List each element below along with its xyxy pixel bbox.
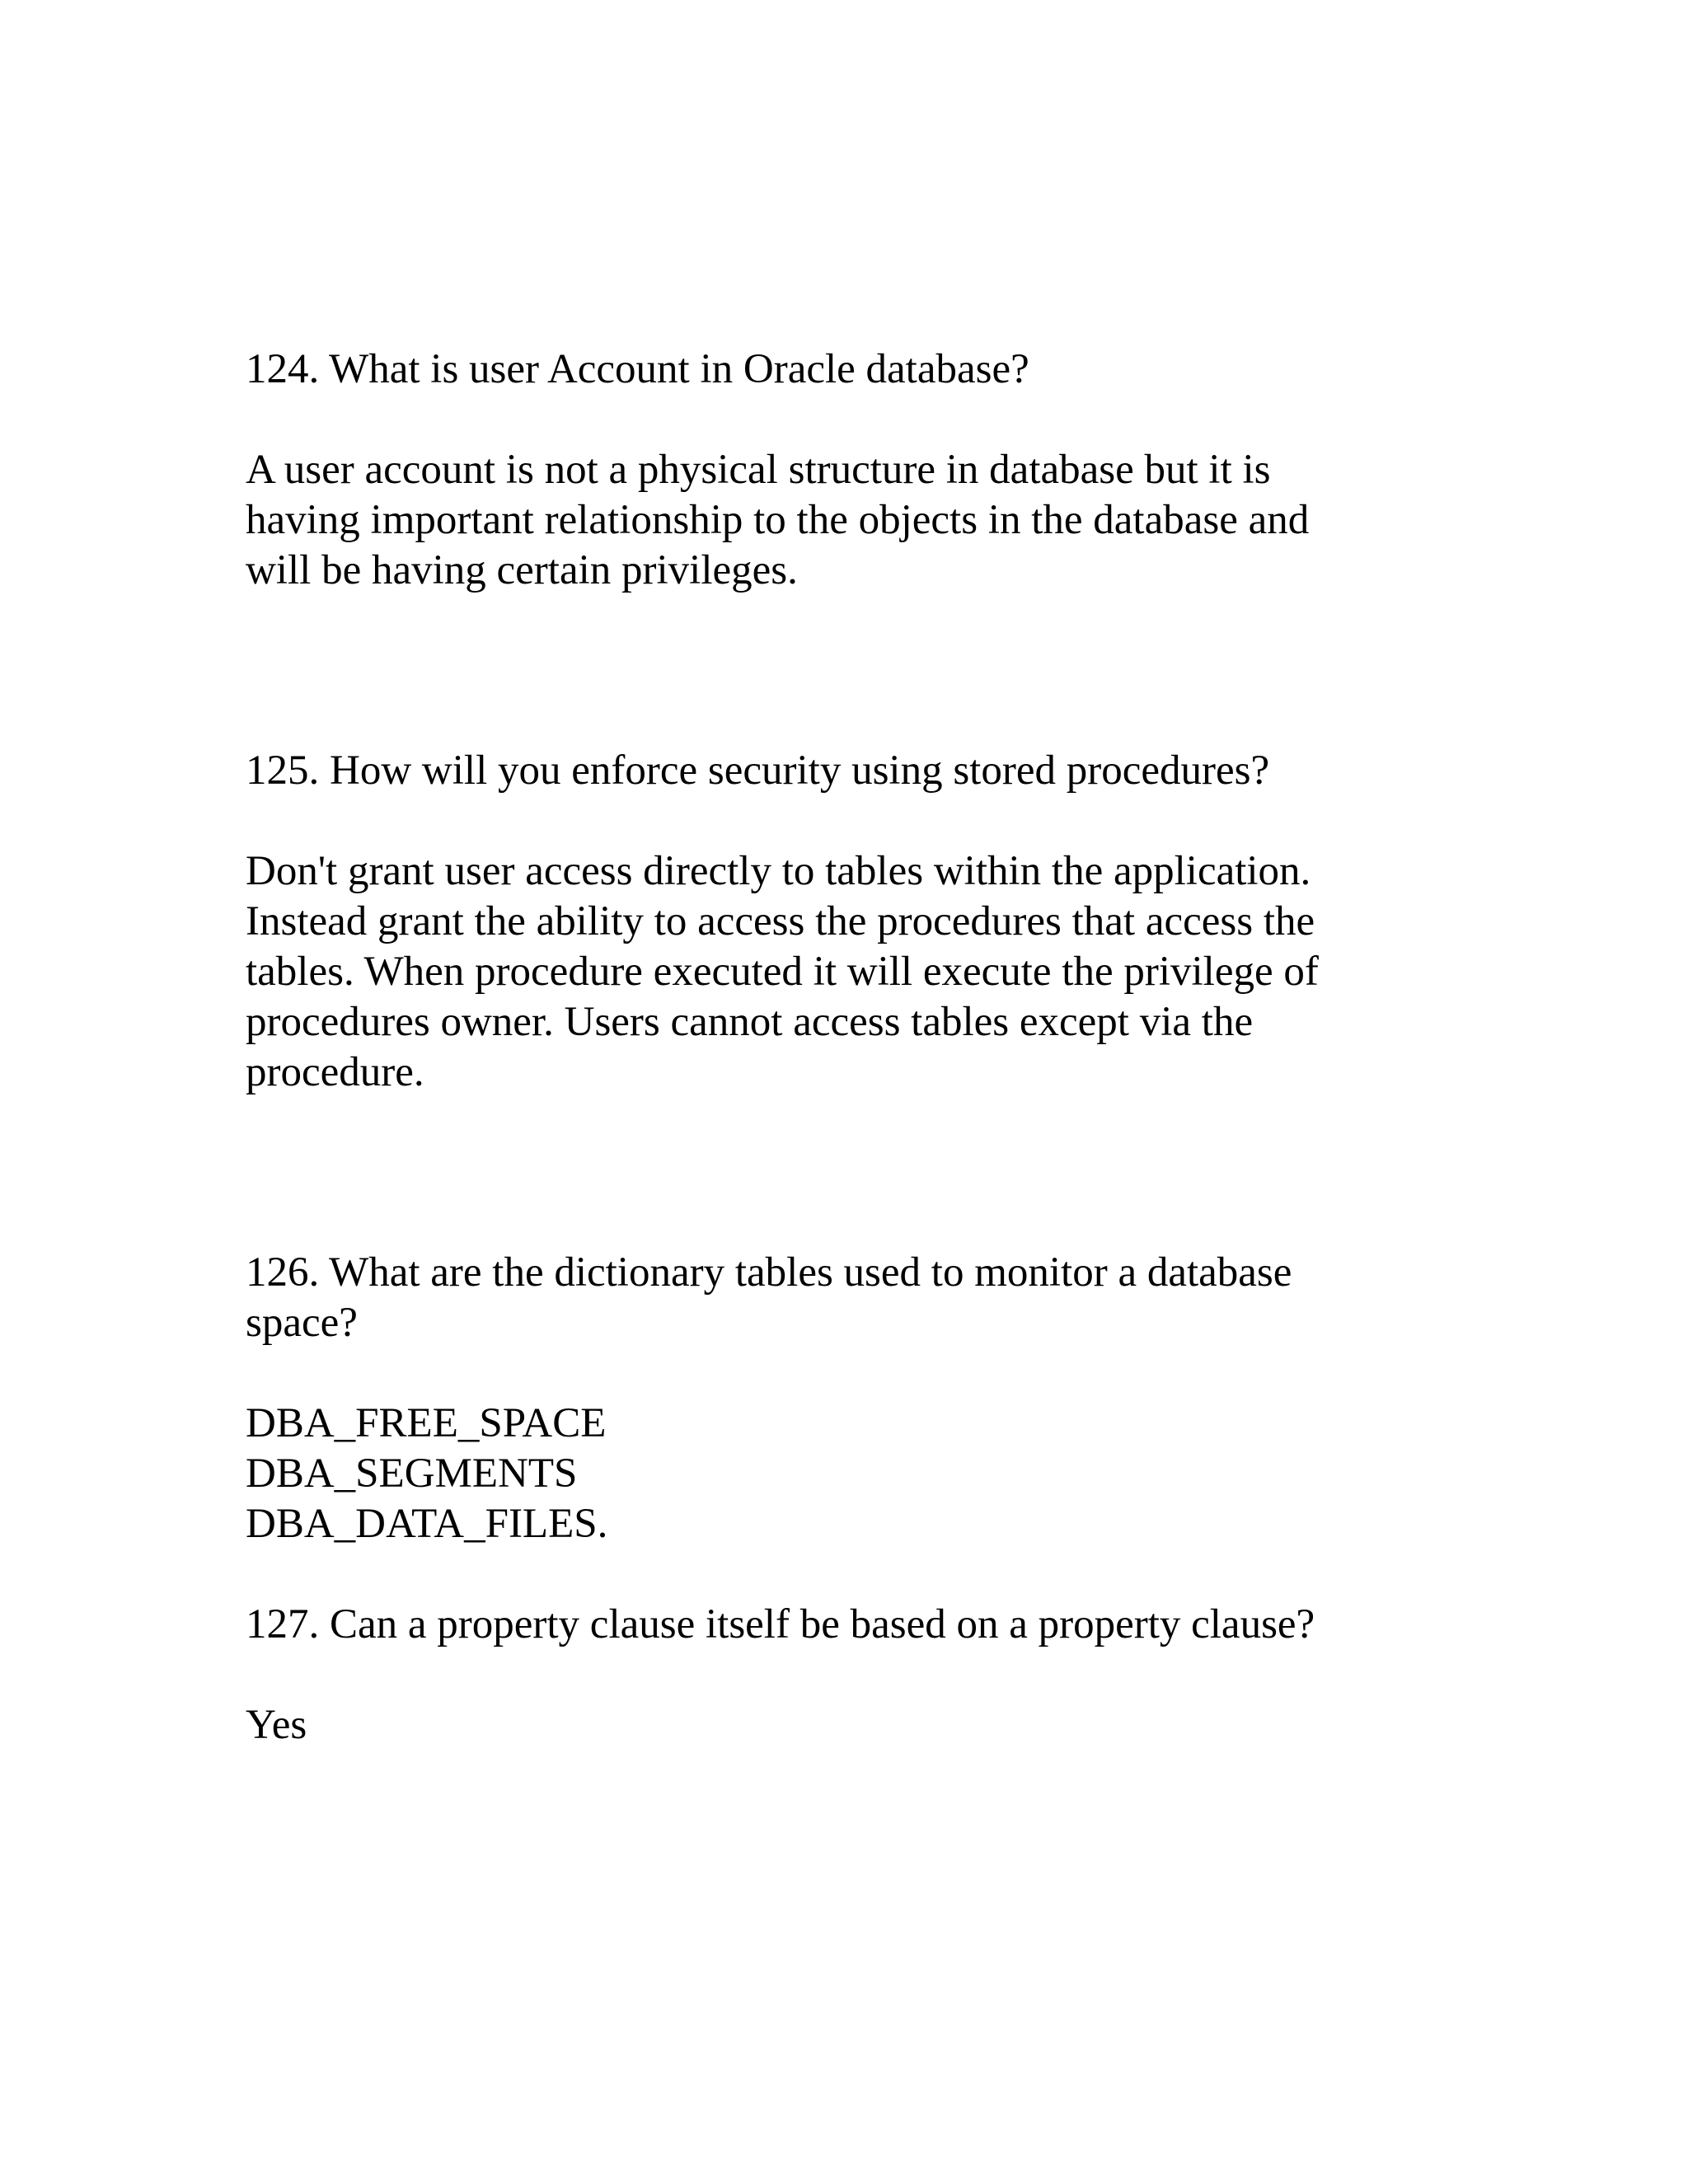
answer-126-line-2: DBA_SEGMENTS bbox=[246, 1451, 578, 1497]
answer-124-line-1: A user account is not a physical structure in database but it is bbox=[246, 447, 1271, 493]
question-124-heading: 124. What is user Account in Oracle database? bbox=[246, 346, 1029, 392]
question-126-heading-line-2: space? bbox=[246, 1300, 358, 1346]
answer-125-line-2: Instead grant the ability to access the procedures that access the bbox=[246, 898, 1315, 944]
answer-126-line-1: DBA_FREE_SPACE bbox=[246, 1400, 607, 1446]
answer-127-line-1: Yes bbox=[246, 1702, 307, 1748]
answer-125-line-5: procedure. bbox=[246, 1049, 424, 1095]
answer-124-line-2: having important relationship to the objects in the database and bbox=[246, 497, 1310, 543]
answer-125-line-3: tables. When procedure executed it will execute the privilege of bbox=[246, 949, 1319, 995]
question-126-heading-line-1: 126. What are the dictionary tables used to monitor a database bbox=[246, 1249, 1292, 1296]
answer-126-line-3: DBA_DATA_FILES. bbox=[246, 1501, 608, 1547]
question-127-heading: 127. Can a property clause itself be based on a property clause? bbox=[246, 1601, 1315, 1647]
answer-125-line-4: procedures owner. Users cannot access tables except via the bbox=[246, 999, 1254, 1045]
answer-124-line-3: will be having certain privileges. bbox=[246, 547, 798, 593]
question-125-heading: 125. How will you enforce security using stored procedures? bbox=[246, 748, 1270, 794]
answer-125-line-1: Don't grant user access directly to tables within the application. bbox=[246, 848, 1311, 894]
